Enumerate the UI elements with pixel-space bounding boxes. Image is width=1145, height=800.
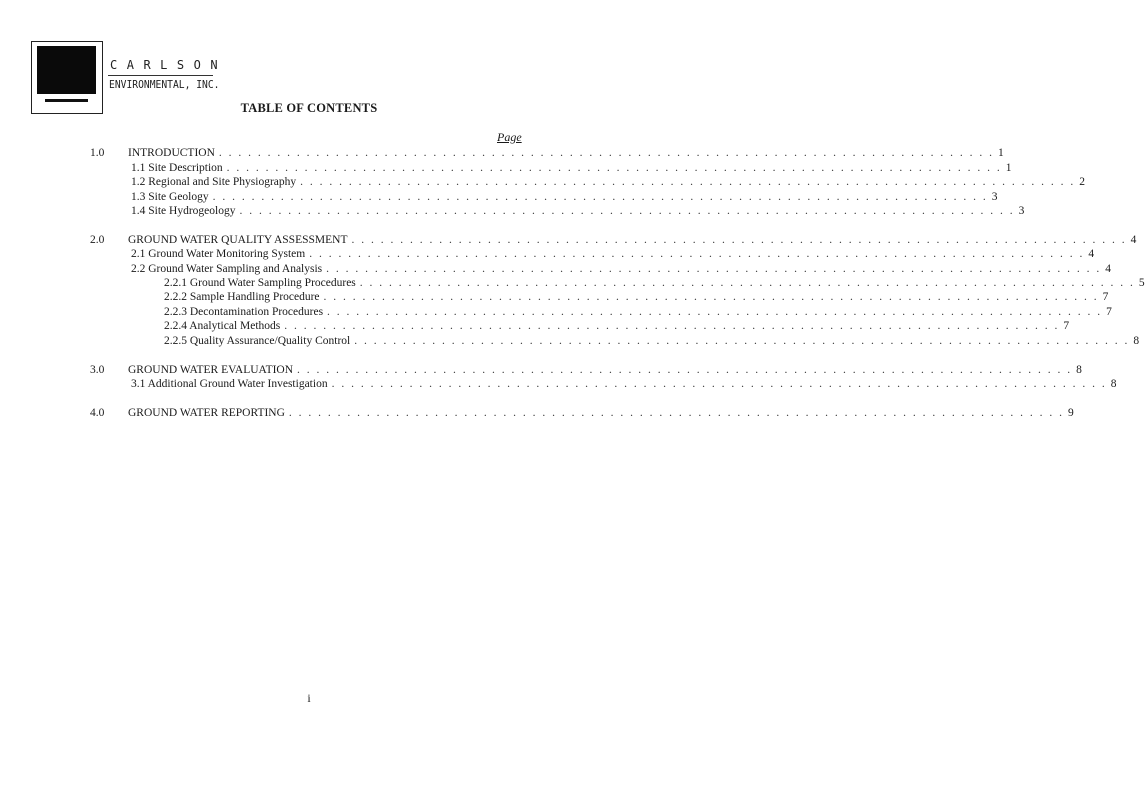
toc-entry-line bbox=[131, 161, 1012, 176]
toc-entry bbox=[0, 146, 1004, 161]
toc-entry-line bbox=[131, 247, 1095, 262]
dot-leader: . . . . . . . . . . . . . . . . . . . . . . . . . . . . . . . . . . . . . . . . . . . . . . . . . . . . . . . . . . . . . . . . . . . . . . . . . . . . . . . . bbox=[288, 407, 1065, 419]
dot-leader: . . . . . . . . . . . . . . . . . . . . . . . . . . . . . . . . . . . . . . . . . . . . . . . . . . . . . . . . . . . . . . . . . . . . . . . . . . . . . . . . bbox=[218, 147, 995, 159]
toc-section-number: 4.0 bbox=[90, 407, 105, 419]
page-column-header: Page bbox=[497, 130, 522, 144]
toc-entry-line bbox=[131, 204, 1025, 219]
toc-page-number: 4 bbox=[1105, 263, 1112, 275]
toc-entry-line bbox=[131, 377, 1117, 392]
toc-entry bbox=[0, 204, 1025, 219]
toc-entry-title: 1.4 Site Hydrogeology bbox=[131, 205, 236, 217]
toc-entry-title: 2.2.1 Ground Water Sampling Procedures bbox=[164, 277, 356, 289]
dot-leader: . . . . . . . . . . . . . . . . . . . . . . . . . . . . . . . . . . . . . . . . . . . . . . . . . . . . . . . . . . . . . . . . . . . . . . . . . . . . . . . . bbox=[212, 191, 988, 203]
toc-entry-title: 1.3 Site Geology bbox=[131, 191, 209, 203]
toc-page-number: 8 bbox=[1076, 364, 1082, 376]
toc-page-number: 7 bbox=[1106, 306, 1112, 318]
toc-entry bbox=[0, 363, 1082, 378]
dot-leader: . . . . . . . . . . . . . . . . . . . . . . . . . . . . . . . . . . . . . . . . . . . . . . . . . . . . . . . . . . . . . . . . . . . . . . . . . . . . . . . . bbox=[226, 162, 1002, 174]
toc-entry-line bbox=[131, 175, 1086, 190]
logo-mark bbox=[37, 46, 96, 94]
company-name-rule bbox=[108, 75, 213, 76]
dot-leader: . . . . . . . . . . . . . . . . . . . . . . . . . . . . . . . . . . . . . . . . . . . . . . . . . . . . . . . . . . . . . . . . . . . . . . . . . . . . . . . . bbox=[327, 306, 1103, 318]
toc-entry-title: 2.2.3 Decontamination Procedures bbox=[164, 306, 324, 318]
toc-page-number: 1 bbox=[998, 147, 1004, 159]
toc-page-number: 3 bbox=[1018, 205, 1025, 217]
toc-entry-line bbox=[164, 319, 1070, 334]
dot-leader: . . . . . . . . . . . . . . . . . . . . . . . . . . . . . . . . . . . . . . . . . . . . . . . . . . . . . . . . . . . . . . . . . . . . . . . . . . . . . . . . bbox=[354, 335, 1130, 347]
toc-entry bbox=[0, 190, 998, 205]
toc-entry-line bbox=[131, 190, 998, 205]
toc-entry-title: 2.2.2 Sample Handling Procedure bbox=[164, 291, 320, 303]
dot-leader: . . . . . . . . . . . . . . . . . . . . . . . . . . . . . . . . . . . . . . . . . . . . . . . . . . . . . . . . . . . . . . . . . . . . . . . . . . . . . . . . bbox=[300, 176, 1076, 188]
toc-entry bbox=[0, 247, 1095, 262]
toc-page-number: 4 bbox=[1088, 248, 1095, 260]
toc-entry-title: GROUND WATER QUALITY ASSESSMENT bbox=[128, 234, 348, 246]
toc-entry bbox=[0, 406, 1074, 421]
toc-entry-title: GROUND WATER EVALUATION bbox=[128, 364, 294, 376]
toc-entry-line bbox=[164, 334, 1140, 349]
toc-entry-title: 2.2.4 Analytical Methods bbox=[164, 320, 281, 332]
toc-page-number: 4 bbox=[1130, 234, 1137, 246]
dot-leader: . . . . . . . . . . . . . . . . . . . . . . . . . . . . . . . . . . . . . . . . . . . . . . . . . . . . . . . . . . . . . . . . . . . . . . . . . . . . . . . . bbox=[297, 364, 1073, 376]
company-subtitle: ENVIRONMENTAL, INC. bbox=[109, 79, 220, 91]
toc-entry bbox=[0, 305, 1112, 320]
toc-entry bbox=[0, 161, 1012, 176]
toc-entry-title: 2.2 Ground Water Sampling and Analysis bbox=[131, 263, 323, 275]
toc-section-number: 1.0 bbox=[90, 147, 105, 159]
toc-entry-title: INTRODUCTION bbox=[128, 147, 215, 159]
toc-entry-line bbox=[128, 406, 1074, 421]
toc-page-number: 3 bbox=[991, 191, 998, 203]
toc-entry-title: 3.1 Additional Ground Water Investigation bbox=[131, 378, 328, 390]
toc-entry-line bbox=[164, 290, 1109, 305]
dot-leader: . . . . . . . . . . . . . . . . . . . . . . . . . . . . . . . . . . . . . . . . . . . . . . . . . . . . . . . . . . . . . . . . . . . . . . . . . . . . . . . . bbox=[309, 248, 1085, 260]
toc-entry-line bbox=[128, 363, 1082, 378]
toc-entry bbox=[0, 377, 1117, 392]
dot-leader: . . . . . . . . . . . . . . . . . . . . . . . . . . . . . . . . . . . . . . . . . . . . . . . . . . . . . . . . . . . . . . . . . . . . . . . . . . . . . . . . bbox=[326, 263, 1102, 275]
page-number: i bbox=[307, 691, 311, 705]
dot-leader: . . . . . . . . . . . . . . . . . . . . . . . . . . . . . . . . . . . . . . . . . . . . . . . . . . . . . . . . . . . . . . . . . . . . . . . . . . . . . . . . bbox=[359, 277, 1135, 289]
toc-page-number: 5 bbox=[1138, 277, 1145, 289]
page-title: TABLE OF CONTENTS bbox=[240, 101, 378, 115]
toc-entry bbox=[0, 334, 1140, 349]
toc-page-number: 2 bbox=[1079, 176, 1086, 188]
toc-entry bbox=[0, 233, 1137, 248]
toc-entry-line bbox=[128, 146, 1004, 161]
toc-entry-line bbox=[164, 305, 1112, 320]
toc-page-number: 8 bbox=[1133, 335, 1140, 347]
toc-entry-title: 1.2 Regional and Site Physiography bbox=[131, 176, 297, 188]
dot-leader: . . . . . . . . . . . . . . . . . . . . . . . . . . . . . . . . . . . . . . . . . . . . . . . . . . . . . . . . . . . . . . . . . . . . . . . . . . . . . . . . bbox=[331, 378, 1107, 390]
dot-leader: . . . . . . . . . . . . . . . . . . . . . . . . . . . . . . . . . . . . . . . . . . . . . . . . . . . . . . . . . . . . . . . . . . . . . . . . . . . . . . . . bbox=[323, 291, 1099, 303]
toc-entry-title: 2.2.5 Quality Assurance/Quality Control bbox=[164, 335, 351, 347]
toc-entry bbox=[0, 262, 1112, 277]
toc-page-number: 7 bbox=[1063, 320, 1070, 332]
toc-entry bbox=[0, 276, 1145, 291]
toc-entry bbox=[0, 290, 1109, 305]
toc-entry-line bbox=[128, 233, 1137, 248]
dot-leader: . . . . . . . . . . . . . . . . . . . . . . . . . . . . . . . . . . . . . . . . . . . . . . . . . . . . . . . . . . . . . . . . . . . . . . . . . . . . . . . . bbox=[351, 234, 1127, 246]
dot-leader: . . . . . . . . . . . . . . . . . . . . . . . . . . . . . . . . . . . . . . . . . . . . . . . . . . . . . . . . . . . . . . . . . . . . . . . . . . . . . . . . bbox=[239, 205, 1015, 217]
toc-section-number: 3.0 bbox=[90, 364, 105, 376]
toc-page-number: 1 bbox=[1005, 162, 1012, 174]
toc-entry bbox=[0, 319, 1070, 334]
toc-entry-title: GROUND WATER REPORTING bbox=[128, 407, 285, 419]
toc-entry-title: 1.1 Site Description bbox=[131, 162, 223, 174]
toc-entry-line bbox=[164, 276, 1145, 291]
toc-page-number: 8 bbox=[1110, 378, 1117, 390]
toc-page-number: 7 bbox=[1102, 291, 1109, 303]
company-name: CARLSON bbox=[110, 58, 228, 72]
toc-entry-title: 2.1 Ground Water Monitoring System bbox=[131, 248, 306, 260]
toc-entry-line bbox=[131, 262, 1112, 277]
toc-section-number: 2.0 bbox=[90, 234, 105, 246]
toc-entry bbox=[0, 175, 1086, 190]
toc-page-number: 9 bbox=[1068, 407, 1074, 419]
dot-leader: . . . . . . . . . . . . . . . . . . . . . . . . . . . . . . . . . . . . . . . . . . . . . . . . . . . . . . . . . . . . . . . . . . . . . . . . . . . . . . . . bbox=[284, 320, 1060, 332]
